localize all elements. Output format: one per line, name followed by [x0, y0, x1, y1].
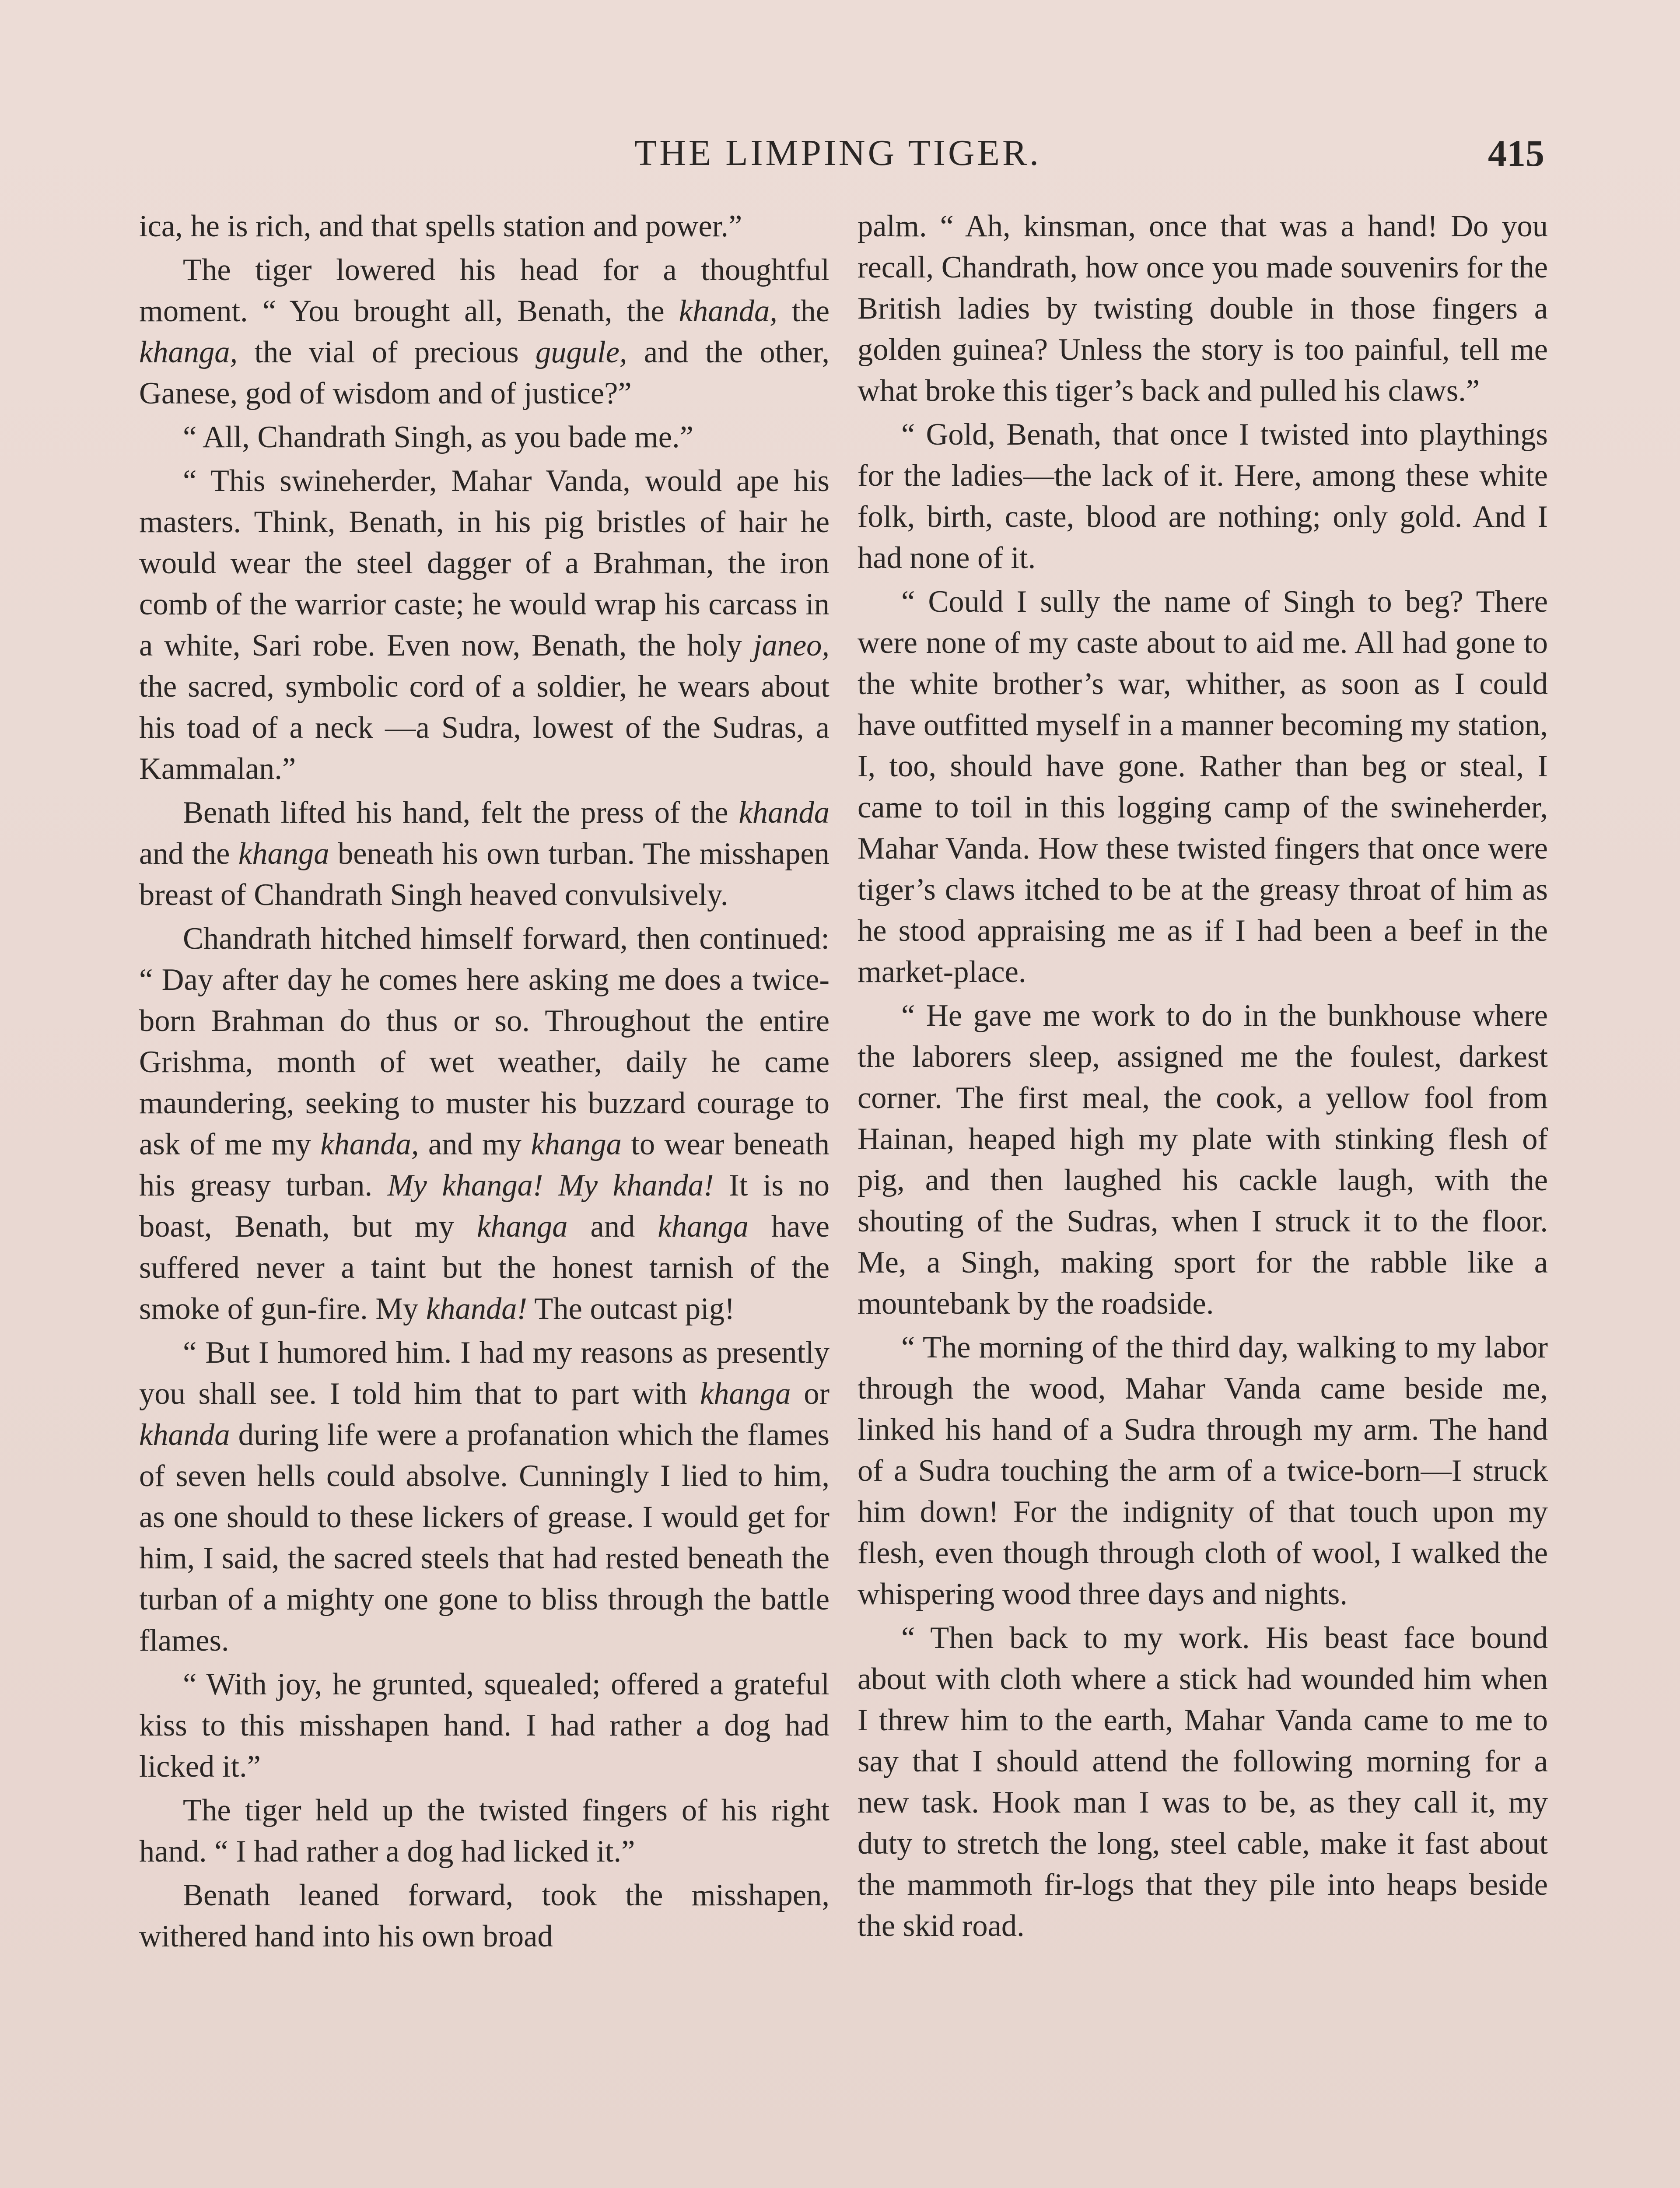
paragraph: Benath lifted his hand, felt the press of the khanda and the khanga beneath his own turban. The misshapen breast of Chandrath Singh heaved convulsively.	[139, 796, 830, 912]
paragraph: “ With joy, he grunted, squealed; offered a grateful kiss to this misshapen hand. I had rather a dog had licked it.”	[139, 1667, 830, 1784]
paragraph: “ Could I sully the name of Singh to beg? There were none of my caste about to aid me. All had gone to the white brother’s war, whither, as soon as I could have outfitted myself in a manner becoming my station, I, too, should have gone. Rather than beg or steal, I came to toil in this logging camp of the swineherder, Mahar Vanda. How these twisted fingers that once were tiger’s claws itched to be at the greasy throat of him as he stood appraising me as if I had been a beef in the market-place.	[858, 585, 1548, 989]
paragraph: palm. “ Ah, kinsman, once that was a hand! Do you recall, Chandrath, how once you made souvenirs for the British ladies by twisting double in those fingers a golden guinea? Unless the story is too painful, tell me what broke this tiger’s back and pulled his claws.”	[858, 209, 1548, 408]
running-head	[131, 127, 1544, 184]
paragraph: “ But I humored him. I had my reasons as presently you shall see. I told him that to part with khanga or khanda during life were a profanation which the flames of seven hells could absolve. Cunningly I lied to him, as one should to these lickers of grease. I would get for him, I said, the sacred steels that had rested beneath the turban of a mighty one gone to bliss through the battle flames.	[139, 1336, 830, 1658]
paragraph: ica, he is rich, and that spells station and power.”	[139, 209, 742, 243]
paragraph: Chandrath hitched himself forward, then continued: “ Day after day he comes here asking me does a twice-born Brahman do thus or so. Throughout the entire Grishma, month of wet weather, daily he came maundering, seeking to muster his buzzard courage to ask of me my khanda, and my khanga to wear beneath his greasy turban. My khanga! My khanda! It is no boast, Benath, but my khanga and khanga have suffered never a taint but the honest tarnish of the smoke of gun-fire. My khanda! The outcast pig!	[139, 922, 830, 1326]
paragraph: “ The morning of the third day, walking to my labor through the wood, Mahar Vanda came beside me, linked his hand of a Sudra through my arm. The hand of a Sudra touching the arm of a twice-born—I struck him down! For the indignity of that touch upon my flesh, even though through cloth of wool, I walked the whispering wood three days and nights.	[858, 1330, 1548, 1611]
running-title: THE LIMPING TIGER.	[634, 133, 1042, 173]
paragraph: The tiger lowered his head for a thoughtful moment. “ You brought all, Benath, the khanda, the khanga, the vial of precious gugule, and the other, Ganese, god of wisdom and of justice?”	[139, 253, 830, 410]
paragraph: “ He gave me work to do in the bunkhouse where the laborers sleep, assigned me the foulest, darkest corner. The first meal, the cook, a yellow fool from Hainan, heaped high my plate with stinking flesh of pig, and then laughed his cackle laugh, with the shouting of the Sudras, when I struck it to the floor. Me, a Singh, making sport for the rabble like a mountebank by the roadside.	[858, 999, 1548, 1321]
paragraph: The tiger held up the twisted fingers of his right hand. “ I had rather a dog had licked it.”	[139, 1793, 830, 1869]
left-text-column	[139, 206, 830, 1960]
paragraph: “ Then back to my work. His beast face bound about with cloth where a stick had wounded him when I threw him to the earth, Mahar Vanda came to me to say that I should attend the following morning for a new task. Hook man I was to be, as they call it, my duty to stretch the long, steel cable, make it fast about the mammoth fir-logs that they pile into heaps beside the skid road.	[858, 1621, 1548, 1943]
paragraph: “ Gold, Benath, that once I twisted into playthings for the ladies—the lack of it. Here, among these white folk, birth, caste, blood are nothing; only gold. And I had none of it.	[858, 417, 1548, 575]
paragraph: “ This swineherder, Mahar Vanda, would ape his masters. Think, Benath, in his pig bristles of hair he would wear the steel dagger of a Brahman, the iron comb of the warrior caste; he would wrap his carcass in a white, Sari robe. Even now, Benath, the holy janeo, the sacred, symbolic cord of a soldier, he wears about his toad of a neck —a Sudra, lowest of the Sudras, a Kammalan.”	[139, 464, 830, 786]
page-number: 415	[1488, 132, 1544, 174]
paragraph: “ All, Chandrath Singh, as you bade me.”	[183, 420, 693, 454]
paragraph: Benath leaned forward, took the misshapen, withered hand into his own broad	[139, 1878, 830, 1953]
right-text-column	[858, 206, 1548, 1949]
